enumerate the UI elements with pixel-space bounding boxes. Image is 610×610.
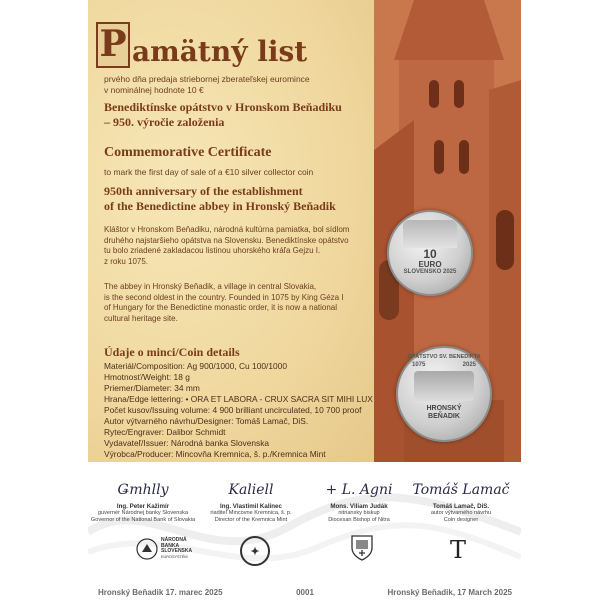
footer-date-sk: Hronský Beňadik 17. marec 2025 (98, 588, 223, 597)
footer-date-en: Hronský Beňadik, 17 March 2025 (387, 588, 512, 597)
coin-place-line: HRONSKÝ (426, 405, 462, 412)
coin-year-issue: 2025 (462, 362, 476, 368)
coin-obverse (387, 210, 473, 296)
signature-scribble: + L. Agni (325, 482, 393, 498)
signatory-2 (196, 482, 306, 524)
paragraph-en-line: is the second oldest in the country. Founded in 1075 by King Géza I (104, 292, 344, 302)
intro-sk-line: prvého dňa predaja striebornej zberateľskej euromince (104, 74, 310, 84)
paragraph-sk-line: tu bolo zriadené zakladacou listinou uhorského kráľa Gejzu I. (104, 246, 321, 255)
mint-logo: ✦ (240, 536, 270, 566)
intro-sk (104, 74, 370, 96)
nbs-logo-subtext: EUROSYSTÉM (161, 554, 188, 559)
signature-scribble: Ǥmhlly (117, 482, 169, 498)
detail-item: Priemer/Diameter: 34 mm (104, 383, 200, 393)
nbs-logo (136, 538, 192, 560)
detail-item: Hrana/Edge lettering: • ORA ET LABORA - CRUX SACRA SIT MIHI LUX (104, 394, 373, 404)
signatory-name: Ing. Peter Kažimír (116, 503, 170, 510)
paragraph-en-line: of Hungary for the Benedictine monastic order, it is now a national (104, 303, 338, 312)
signatory-title-en: Coin designer (443, 517, 479, 523)
signatory-3 (304, 482, 414, 524)
title-rest: amätný list (132, 35, 308, 68)
nbs-logo-text: SLOVENSKA (161, 548, 193, 554)
coin-reverse (396, 346, 492, 442)
signatory-title-en: Governor of the National Bank of Slovakia (90, 517, 196, 523)
signature-scribble: Kaliell (228, 482, 274, 498)
details-heading: Údaje o minci/Coin details (104, 345, 240, 359)
coin-value: 10 (423, 247, 437, 261)
paragraph-sk-line: druhého najstaršieho opátstva na Slovensku. Benediktínske opátstvo (104, 235, 349, 245)
signatory-title-sk: riaditeľ Mincovne Kremnica, š. p. (210, 510, 292, 516)
signatory-title-en: Director of the Kremnica Mint (214, 517, 288, 523)
nbs-emblem-icon (136, 538, 158, 560)
signature-scribble: Tomáš Lamač (412, 482, 510, 498)
paragraph-sk-line: Kláštor v Hronskom Beňadiku, národná kultúrna pamiatka, bol sídlom (104, 225, 350, 234)
signatory-4 (406, 482, 516, 524)
coin-reverse-legend: OPÁTSTVO SV. BENEDIKTA (407, 354, 481, 360)
detail-item: Autor výtvarného návrhu/Designer: Tomáš Lamač, DiS. (104, 416, 309, 426)
signatory-name: Tomáš Lamač, DiS. (432, 503, 490, 510)
footer-serial-number: 0001 (296, 588, 314, 597)
signature-section (88, 472, 521, 582)
paragraph-sk (104, 225, 370, 267)
signatory-title-en: Diocesan Bishop of Nitra (328, 517, 390, 523)
signatory-title-sk: autor výtvarného návrhu (430, 510, 492, 516)
detail-item: Materiál/Composition: Ag 900/1000, Cu 100/1000 (104, 361, 287, 371)
heading-sk (104, 100, 370, 130)
signatory-title-sk: guvernér Národnej banky Slovenska (97, 510, 189, 516)
detail-item: Hmotnosť/Weight: 18 g (104, 372, 190, 382)
paragraph-en-line: cultural heritage site. (104, 313, 178, 323)
paragraph-sk-line: z roku 1075. (104, 256, 149, 266)
footer (98, 588, 512, 602)
signatory-title-sk: nitriansky biskup (338, 510, 380, 516)
bishop-coat-of-arms (350, 534, 374, 567)
detail-item: Výrobca/Producer: Mincovňa Kremnica, š. p./Kremnica Mint (104, 449, 326, 459)
details-list (104, 361, 373, 460)
signatory-1 (88, 482, 198, 524)
coin-reverse-bottom (398, 405, 490, 421)
coin-place-line: BEŇADIK (428, 413, 460, 420)
heading-en: Commemorative Certificate (104, 145, 272, 160)
coin-unit: EURO (418, 260, 442, 269)
heading-sk-line: – 950. výročie založenia (104, 115, 225, 129)
detail-item: Vydavateľ/Issuer: Národná banka Slovenska (104, 438, 270, 448)
heading-sk-line: Benediktínske opátstvo v Hronskom Beňadiku (104, 100, 342, 114)
detail-item: Počet kusov/Issuing volume: 4 900 brilliant uncirculated, 10 700 proof (104, 405, 362, 415)
subheading-en-line: of the Benedictine abbey in Hronský Beňadik (104, 199, 336, 213)
intro-en: to mark the first day of sale of a €10 silver collector coin (104, 167, 314, 177)
subheading-en-line: 950th anniversary of the establishment (104, 184, 303, 198)
page-title (96, 22, 307, 68)
coat-of-arms-icon (350, 534, 374, 562)
coin-interior-image (403, 220, 457, 248)
paragraph-en-line: The abbey in Hronský Beňadik, a village in central Slovakia, (104, 282, 317, 291)
signatory-name: Ing. Vlastimil Kalinec (220, 503, 282, 510)
subheading-en (104, 184, 370, 214)
nbs-logo-text: NÁRODNÁ (161, 537, 187, 543)
nbs-logo-text: BANKA (161, 542, 180, 549)
signatory-name: Mons. Viliam Judák (330, 503, 388, 510)
intro-sk-line: v nominálnej hodnote 10 € (104, 85, 204, 95)
coin-country: SLOVENSKO 2025 (403, 269, 457, 275)
designer-logo: T (450, 536, 467, 564)
title-initial: P (96, 22, 130, 68)
coin-abbey-image (414, 371, 474, 401)
mint-logo-text (255, 551, 256, 552)
paragraph-en (104, 282, 370, 324)
detail-item: Rytec/Engraver: Dalibor Schmidt (104, 427, 226, 437)
coin-year-founded: 1075 (412, 362, 426, 368)
